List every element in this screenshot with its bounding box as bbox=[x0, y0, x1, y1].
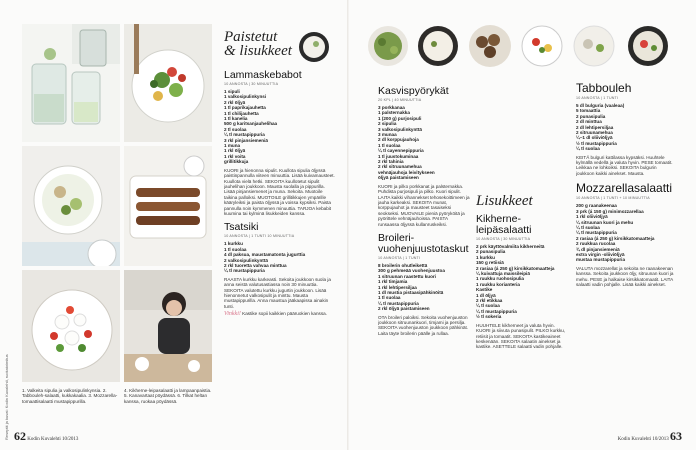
recipe-meta: 10 ANNOSTA | 1 TUNTI + 10 MINUUTTIA bbox=[576, 196, 650, 201]
recipe-tip bbox=[224, 311, 336, 317]
ingredient-list: 1 kurkku 1 tl suolaa 4 dl paksua, maustamatonta jugurttia 2 valkosipulinkynttä 2 rkl tuoretta vahvaa minttua ¼ tl mustapippuria bbox=[224, 241, 306, 274]
recipe-mozzarellasalaatti bbox=[576, 182, 676, 287]
page-number-right: 63 bbox=[670, 429, 682, 443]
recipe-title: Broileri-vuohenjuustotaskut bbox=[378, 231, 469, 255]
recipe-title: Tabbouleh bbox=[576, 82, 632, 95]
recipe-instructions: OTA broileri paloiksi. Sekoita vuohenjuuston joukkoon sitruunankuori, timjami ja persilja. SEKOITA vuohenjuuston joukkoon pähkinät. Laita täyte broilerin päälle ja rullaa. bbox=[378, 314, 469, 336]
recipe-tsatsiki bbox=[224, 222, 336, 317]
page-gutter bbox=[347, 0, 349, 450]
photo-salad-plate bbox=[124, 24, 212, 142]
ingredient-list: 200 g raanakeenaa 3 prk (á 150 g) minimozzarellaa 1 rkl oliiviöljyä ¼ sitruunan kuori ja mehu ¼ tl suolaa ¼ tl mustapippuria 2 rasiaa (á 250 g) kirsikkatomaatteja 2 ruukkua rucolaa ¾ dl pinjansiemeniä extra virgin -oliiviöljyä mustaa mustapippuria bbox=[576, 203, 655, 263]
section-heading-lisukkeet: Lisukkeet bbox=[476, 193, 533, 209]
photo-lemonade-jars bbox=[22, 24, 120, 142]
ingredient-list: 8 broilerin ohutleikettä 300 g pehmeää vuohenjuustoa 1 sitruunan raastettu kuori 1 rkl timjamia 1 rkl lehtipersiljaa 1 dl mustia pistaasipähkinöitä 1 tl suolaa ¼ tl mustapippuria 2 rkl öljyä paistamiseen bbox=[378, 262, 445, 312]
recipe-meta: 20 KPL | 40 MINUUTTIA bbox=[378, 98, 422, 102]
recipe-instructions: VALUTA mozzarellat ja sekoita ne raanakeenan kanssa. Sekoita joukkoon öljy, sitruunan kuori ja mehu. PESE ja halkaise kirsikkatomaatit. LAITA salaatti vadin pohjalle. Lisää kaikki ainekset. bbox=[576, 265, 674, 287]
recipe-tabbouleh bbox=[576, 82, 676, 176]
recipe-broileri bbox=[378, 233, 470, 336]
recipe-meta: 10 ANNOSTA | 1 TUNTI 10 MINUUTTIA bbox=[224, 234, 295, 239]
food-bowls-row bbox=[366, 20, 678, 76]
photo-cauliflower-salad bbox=[22, 146, 120, 266]
recipe-title: Kikherne-leipäsalaatti bbox=[476, 213, 532, 236]
section-heading-line1: Paistetut bbox=[224, 30, 278, 45]
recipe-title: Mozzarellasalaatti bbox=[576, 181, 673, 196]
folio-right bbox=[618, 429, 682, 444]
recipe-instructions: KUORI ja hienonna sipulit. Kuullota sipulia öljyssä paistinpannulla viiteen minuuttia. Lisää kuivamausteet. Kuullota vielä hetki. SEKOITA kuullotetut sipulit jauhelihan joukkoon. Mausta suolalla ja pippurilla. Lisää pinjansiemenet ja muna. Sekoita. Muotoile taikina palloiksi. MUOTOILE grillitikkujen ympärille kääryleiksi ja paista öljyssä ja voissa kypsiksi. Paista pannulla noin kymmenen minuuttia. TARJOA kebabit kuumina tai kylminä lisukkeiden kanssa. bbox=[224, 167, 335, 216]
recipe-lammaskebabot bbox=[224, 70, 336, 216]
recipe-meta: 10 ANNOSTA | 30 MINUUTTIA bbox=[476, 237, 531, 241]
recipe-title: Tsatsiki bbox=[224, 221, 259, 234]
left-text-column bbox=[224, 30, 336, 430]
recipe-kasvispyorykat bbox=[378, 86, 470, 227]
folio-text-left: Kodin Kuvalehti 10/2013 bbox=[27, 437, 79, 442]
recipe-kikherne bbox=[476, 214, 568, 350]
right-column-1 bbox=[378, 86, 470, 430]
recipe-meta: 10 ANNOSTA | 30 MINUUTTIA bbox=[224, 82, 279, 86]
photo-kebab-skewers bbox=[124, 146, 212, 266]
ingredient-list: 3 porkkanaa 1 palsternakka 1 (200 g) purjosipuli 2 sipulia 3 valkosipulinkynttä 3 munaa 2 dl korppujauhoja 1 tl suolaa ¼ tl cayennepippuria 1 tl juustokuminaa 2 rkl tahinia 2 rkl sitruunamehua vehnäjauhoja leivitykseen öljyä paistamiseen bbox=[378, 105, 435, 181]
tip-label: Vinkki! bbox=[224, 311, 241, 318]
right-column-3 bbox=[576, 82, 676, 430]
sauce-bowl-image bbox=[296, 30, 332, 64]
recipe-meta: 10 ANNOSTA | 1 TUNTI bbox=[576, 96, 619, 100]
section-heading-line2: & lisukkeet bbox=[224, 43, 292, 59]
photo-mozzarella-salad bbox=[22, 270, 120, 382]
photo-caption-left: 1. Valkeita sipulia ja valkosipulinkynsia. 2. Tabbouleh-salaatti, kukkakaalia. 3. Mozzarella-tomaattisalaatti mustapippurilla. bbox=[22, 388, 118, 404]
ingredient-list: 1 sipuli 1 valkosipulinkynsi 2 rkl öljyä 1 tl paprikajauhetta 1 tl chilijauhetta 1 tl kanelia 500 g karitsanjauhelihaa 2 tl suolaa ¼ tl mustapippuria 3 rkl pinjansiemeniä 1 muna 1 rkl öljyä 1 rkl voita grillitikkuja bbox=[224, 89, 278, 165]
folio-left bbox=[14, 429, 78, 444]
recipe-instructions: RAASTA kurkku karkeasti. Sekoita joukkoon suola ja anna seistä valutusastiassa noin 30 minuuttia. SEKOITA valutettu kurkku jugurtin joukkoon. Lisää hienonnetut valkosipulit ja minttu. Mausta mustapippurilla. Anna maustua jääkaapissa ainakin tunti. bbox=[224, 276, 331, 309]
side-credit: Reseptit ja kuvat: Kodin Kuvalehti, ruokatoimitus bbox=[4, 354, 9, 440]
recipe-title: Kasvispyörykät bbox=[378, 86, 449, 97]
photo-woman-at-table bbox=[124, 270, 212, 382]
tip-text: Kastike sopii kaikkien pääruokien kanssa. bbox=[242, 311, 327, 317]
recipe-instructions: KEITÄ bulguri kattilassa kypsäksi. Huuhtele kylmällä vedellä ja valuta hyvin. PESE tomaatit. Leikkaa ne lohkoiksi. SEKOITA bulgurin joukkoon kaikki ainekset. Mausta. bbox=[576, 154, 673, 176]
folio-text-right: Kodin Kuvalehti 10/2013 bbox=[617, 437, 669, 442]
ingredient-list: 2 prk käyttövalmiita kikherneitä 2 punasipulia 1 kurkku 150 g retiisiä 2 rasiaa (á 250 g) kirsikkatomaatteja ¼ kuivattuja maissileipiä 1 ruukku ruohosipulia 1 ruukku korianteria Kastike 1 dl öljyä 2 rkl etikkaa ¼ tl suolaa ¼ tl mustapippuria ½ tl sokeria bbox=[476, 244, 555, 320]
recipe-instructions: KUORI ja pilko porkkanat ja palsternakka. Puhdista purjosipuli ja pilko. Kuori sipulit. LAITA kaikki vihannekset tehosekoittimeen ja jauha karkeaksi. SEKOITA munat, korppujauhot ja mausteet tasaiseksi seokseksi. MUOVAILE pieniä pyöryköitä ja pyörittele vehnäjauhoissa. PAISTA runsaassa öljyssä kullanruskeiksi. bbox=[378, 183, 470, 227]
recipe-title: Lammaskebabot bbox=[224, 69, 302, 81]
recipe-instructions: HUUHTELE kikherneet ja valuta hyvin. KUORI ja siivuta punasipulit. PILKO kurkku, retiisit ja tomaatit. SEKOITA kastikeaineet keskenään. SEKOITA salaatin ainekset ja kastike. ASETTELE salaatti vadin pohjalle. bbox=[476, 322, 566, 350]
recipe-meta: 10 ANNOSTA | 1 TUNTI bbox=[378, 255, 421, 260]
page-number-left: 62 bbox=[14, 429, 26, 443]
photo-caption-right: 4. Kikherne-leipasalaatti ja lampaanpaistia. 5. Kanavartaat pöydässä. 6. Tilkat heltan kanssa, ruokaa pöydässä. bbox=[124, 388, 212, 404]
right-column-2 bbox=[476, 86, 568, 430]
ingredient-list: 5 dl bulguria (vaaleaa) 5 tomaattia 2 punasipulia 2 dl minttua 2 dl lehtipersiljaa 2 sitruunamehua ¼–1 dl oliiviöljyä ½ tl mustapippuria ¼ tl suolaa bbox=[576, 103, 625, 152]
